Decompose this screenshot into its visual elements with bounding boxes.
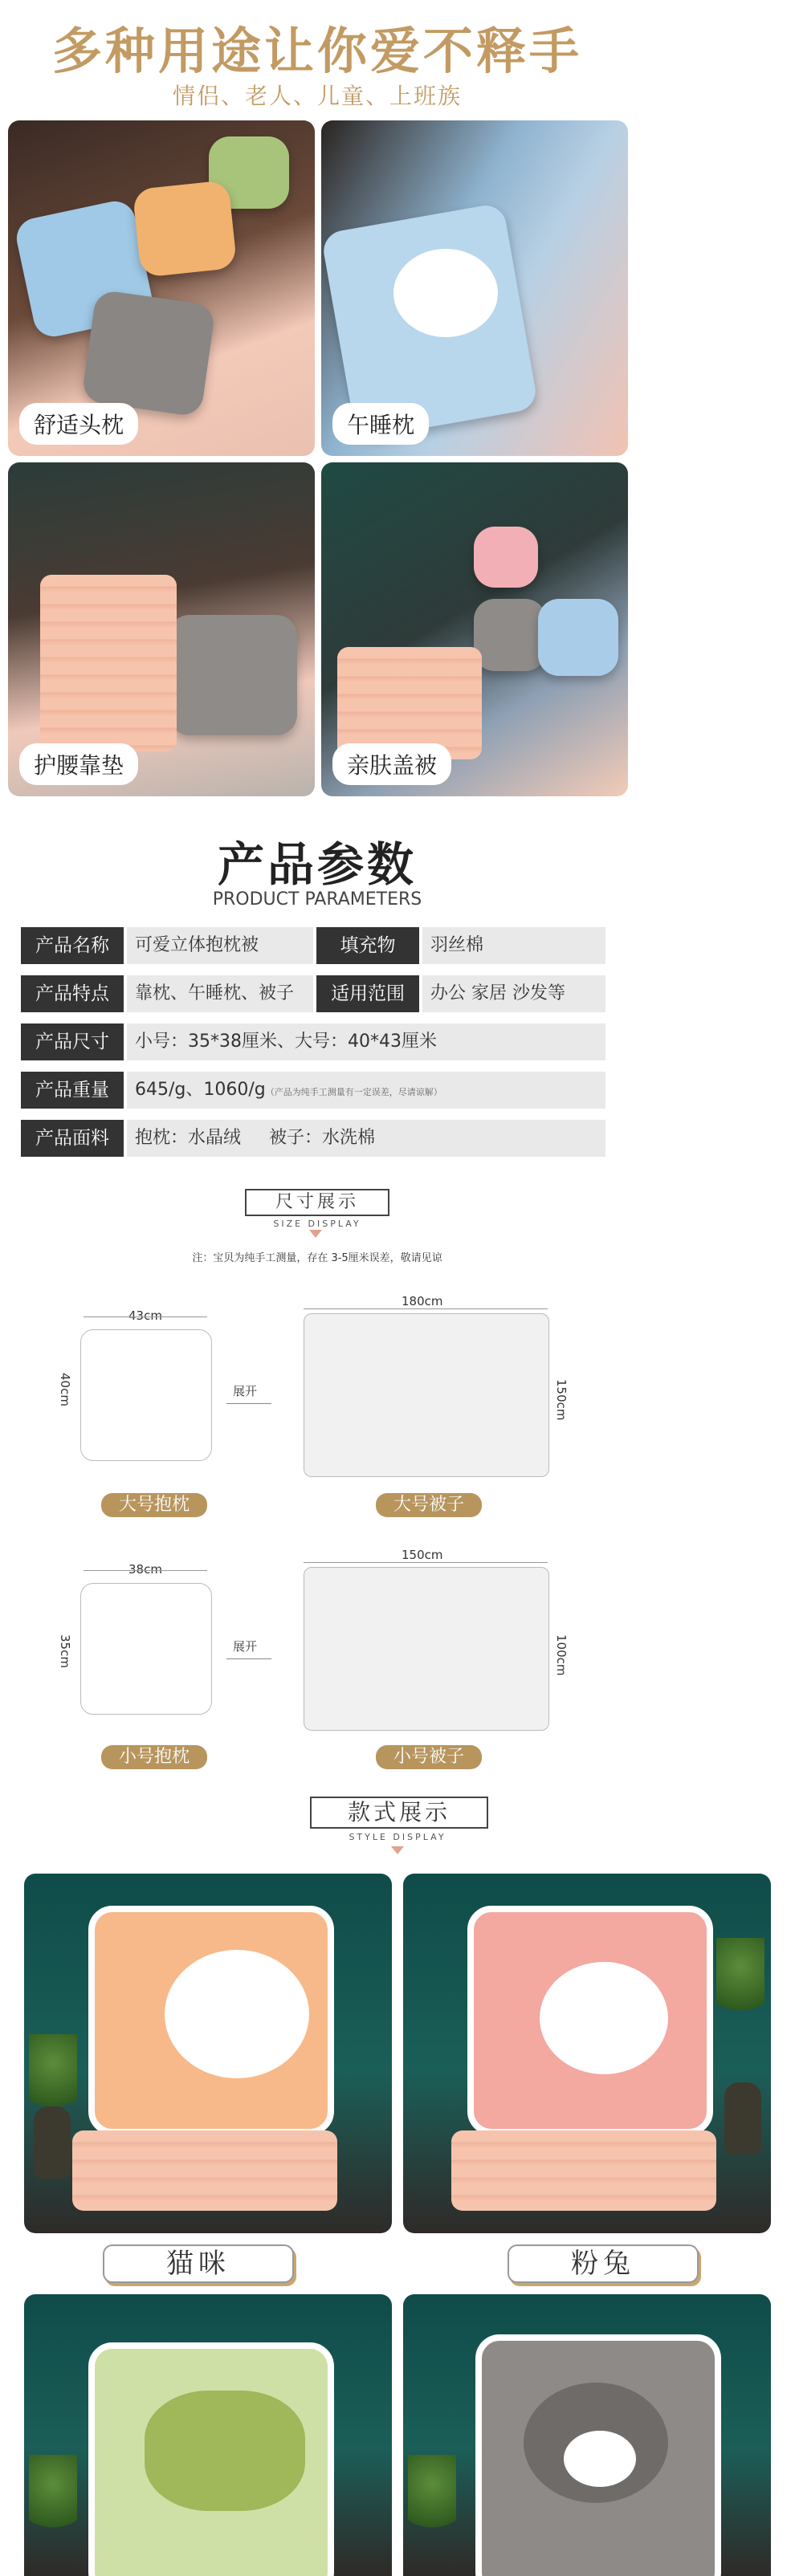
param-value: 抱枕：水晶绒 被子：水洗棉 xyxy=(127,1120,605,1157)
plant xyxy=(408,2455,456,2551)
blanket xyxy=(337,647,482,759)
param-label: 适用范围 xyxy=(316,975,419,1012)
large-quilt-outline xyxy=(304,1313,549,1477)
style-photo-shiba xyxy=(403,2294,771,2576)
param-row xyxy=(21,975,605,1012)
cat-face xyxy=(165,1950,309,2078)
pillow-orange xyxy=(132,180,238,278)
param-label: 产品特点 xyxy=(21,975,124,1012)
arrow-icon xyxy=(226,1658,271,1659)
use-label: 亲肤盖被 xyxy=(332,743,451,785)
param-value: 小号：35*38厘米、大号：40*43厘米 xyxy=(127,1023,605,1060)
dim-label: 150cm xyxy=(402,1548,443,1562)
weight-note: （产品为纯手工测量有一定误差，尽请谅解） xyxy=(265,1087,442,1097)
dim-label: 43cm xyxy=(128,1308,162,1323)
large-pillow-outline xyxy=(80,1329,212,1461)
dim-label: 40cm xyxy=(58,1373,72,1406)
style-photo-cat xyxy=(24,1874,392,2233)
dim-line xyxy=(84,1316,207,1317)
size-label: 大号被子 xyxy=(376,1493,482,1517)
param-label: 产品面料 xyxy=(21,1120,124,1157)
bear-face xyxy=(393,249,498,337)
small-quilt-outline xyxy=(304,1567,549,1731)
param-label: 产品名称 xyxy=(21,927,124,964)
triangle-marker xyxy=(309,1230,322,1238)
param-label: 填充物 xyxy=(316,927,419,964)
dim-label: 100cm xyxy=(554,1634,569,1676)
use-photo-nap xyxy=(321,120,628,456)
plant xyxy=(29,2455,77,2551)
size-display-subtitle: SIZE DISPLAY xyxy=(273,1219,361,1229)
param-row xyxy=(21,1120,605,1157)
arrow-icon xyxy=(226,1403,271,1404)
style-display-subtitle: STYLE DISPLAY xyxy=(349,1832,446,1842)
style-display-title: 款式展示 xyxy=(310,1797,488,1829)
use-label: 午睡枕 xyxy=(332,403,429,445)
use-label: 护腰靠垫 xyxy=(19,743,138,785)
plant xyxy=(716,1938,764,2034)
param-row xyxy=(21,1072,605,1109)
triangle-marker xyxy=(391,1846,404,1854)
param-value: 靠枕、午睡枕、被子 xyxy=(127,975,313,1012)
pillow-blue-sofa xyxy=(538,599,618,676)
param-row xyxy=(21,927,605,964)
pillow-grey xyxy=(81,289,216,417)
use-photo-headrest xyxy=(8,120,315,456)
size-display-title: 尺寸展示 xyxy=(245,1189,389,1216)
blanket xyxy=(40,575,177,751)
blanket xyxy=(451,2130,716,2211)
param-value: 办公 家居 沙发等 xyxy=(422,975,605,1012)
pillow-grey-lumbar xyxy=(169,615,297,735)
hero-subtitle: 情侣、老人、儿童、上班族 xyxy=(172,83,462,109)
size-label: 小号抱枕 xyxy=(101,1745,207,1769)
blanket xyxy=(72,2130,337,2211)
pillow-pink xyxy=(474,527,538,588)
param-label: 产品重量 xyxy=(21,1072,124,1109)
unfold-label: 展开 xyxy=(233,1384,258,1398)
rabbit-face xyxy=(540,1962,668,2074)
param-value: 可爱立体抱枕被 xyxy=(127,927,313,964)
size-label: 大号抱枕 xyxy=(101,1493,207,1517)
use-photo-lumbar xyxy=(8,462,315,796)
small-pillow-outline xyxy=(80,1583,212,1715)
dim-line xyxy=(84,1570,207,1571)
param-value xyxy=(127,1072,605,1109)
params-title: 产品参数 xyxy=(217,837,417,892)
use-label: 舒适头枕 xyxy=(19,403,138,445)
dim-line xyxy=(304,1562,548,1563)
vase xyxy=(34,2106,71,2179)
unfold-label: 展开 xyxy=(233,1639,258,1654)
style-name: 猫咪 xyxy=(103,2244,294,2283)
pillow-grey-sofa xyxy=(474,599,546,671)
use-photo-blanket xyxy=(321,462,628,796)
dim-line xyxy=(304,1308,548,1309)
param-label: 产品尺寸 xyxy=(21,1023,124,1060)
style-name: 粉兔 xyxy=(508,2244,699,2283)
shiba-muzzle xyxy=(564,2431,636,2487)
size-label: 小号被子 xyxy=(376,1745,482,1769)
weight-value: 645/g、1060/g xyxy=(135,1080,266,1100)
params-subtitle: PRODUCT PARAMETERS xyxy=(212,889,422,910)
dim-label: 150cm xyxy=(554,1379,569,1421)
crocodile-face xyxy=(145,2391,305,2511)
hero-title: 多种用途让你爱不释手 xyxy=(51,22,582,80)
style-photo-crocodile xyxy=(24,2294,392,2576)
param-value: 羽丝棉 xyxy=(422,927,605,964)
size-note: 注：宝贝为纯手工测量，存在 3-5厘米误差，敬请见谅 xyxy=(192,1252,442,1264)
param-row xyxy=(21,1023,605,1060)
dim-label: 180cm xyxy=(402,1294,443,1308)
dim-label: 35cm xyxy=(58,1634,72,1668)
style-photo-rabbit xyxy=(403,1874,771,2233)
dim-label: 38cm xyxy=(128,1562,162,1577)
vase xyxy=(724,2082,761,2155)
